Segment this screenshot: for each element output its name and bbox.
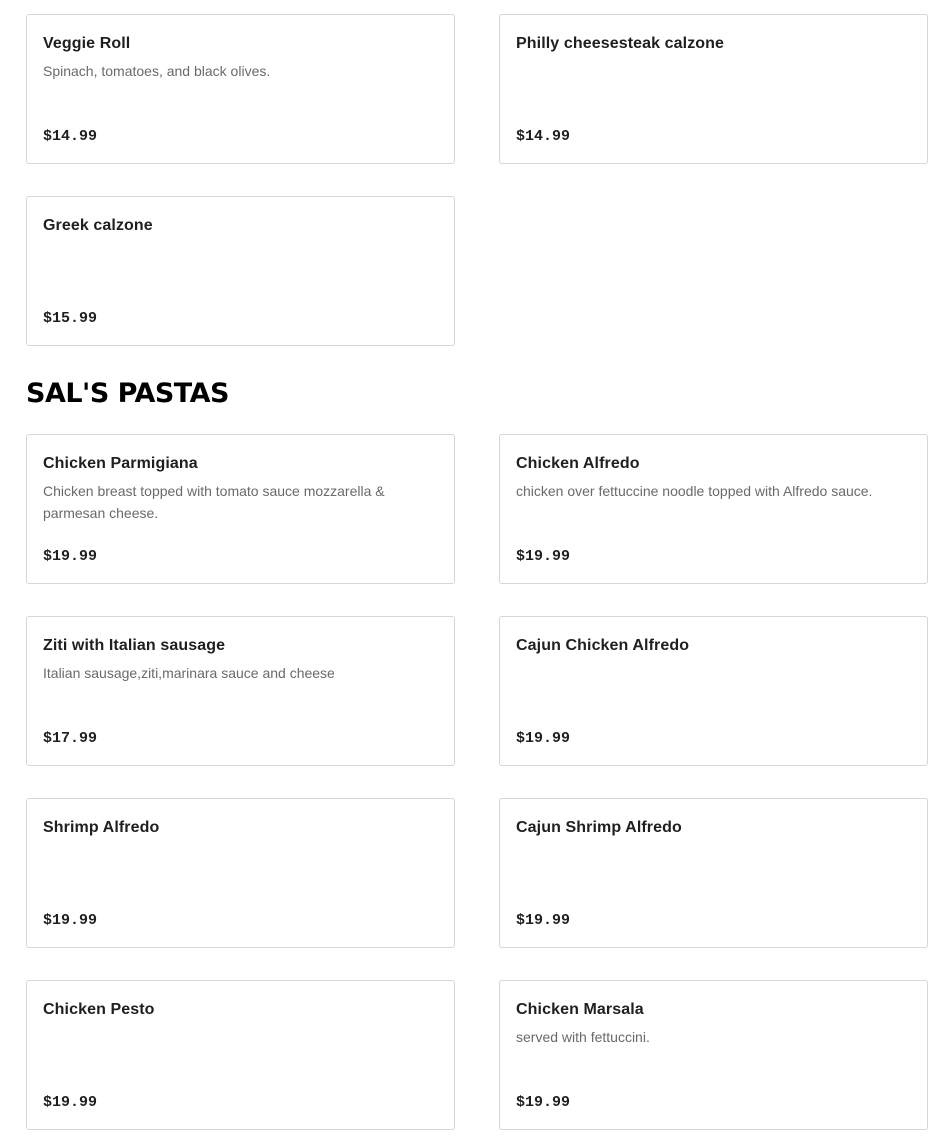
menu-item-price: $19.99 xyxy=(516,730,571,747)
menu-item-description: chicken over fettuccine noodle topped with Alfredo sauce. xyxy=(516,483,873,499)
menu-item-price: $19.99 xyxy=(43,548,98,565)
menu-item-description: Spinach, tomatoes, and black olives. xyxy=(43,63,271,79)
menu-item-name: Greek calzone xyxy=(43,217,153,234)
menu-item-card[interactable] xyxy=(499,798,928,948)
menu-item-card[interactable] xyxy=(499,616,928,766)
menu-item-name: Cajun Shrimp Alfredo xyxy=(516,819,682,836)
menu-item-name: Chicken Alfredo xyxy=(516,455,640,472)
menu-item-name: Chicken Parmigiana xyxy=(43,455,198,472)
menu-item-price: $19.99 xyxy=(516,548,571,565)
menu-items-grid-top xyxy=(26,14,928,346)
menu-item-price: $19.99 xyxy=(43,1094,98,1111)
menu-item-card[interactable] xyxy=(499,980,928,1130)
menu-item-price: $14.99 xyxy=(43,128,98,145)
menu-item-description: Chicken breast topped with tomato sauce mozzarella & parmesan cheese. xyxy=(43,483,385,521)
menu-item-price: $14.99 xyxy=(516,128,571,145)
menu-item-price: $15.99 xyxy=(43,310,98,327)
menu-item-price: $17.99 xyxy=(43,730,98,747)
menu-item-card[interactable] xyxy=(26,434,455,584)
menu-item-name: Ziti with Italian sausage xyxy=(43,637,226,654)
menu-item-description: served with fettuccini. xyxy=(516,1029,650,1045)
menu-item-card[interactable] xyxy=(26,14,455,164)
menu-item-name: Chicken Marsala xyxy=(516,1001,644,1018)
menu-item-name: Chicken Pesto xyxy=(43,1001,155,1018)
menu-item-price: $19.99 xyxy=(516,1094,571,1111)
menu-item-card[interactable] xyxy=(499,434,928,584)
menu-items-grid-pastas xyxy=(26,434,928,1130)
menu-item-card[interactable] xyxy=(26,196,455,346)
menu-item-card[interactable] xyxy=(26,980,455,1130)
menu-item-description: Italian sausage,ziti,marinara sauce and cheese xyxy=(43,665,335,681)
section-title-pastas: SAL'S PASTAS xyxy=(26,378,229,409)
menu-item-name: Cajun Chicken Alfredo xyxy=(516,637,690,654)
menu-item-card[interactable] xyxy=(26,616,455,766)
menu-item-price: $19.99 xyxy=(516,912,571,929)
menu-item-price: $19.99 xyxy=(43,912,98,929)
menu-item-name: Shrimp Alfredo xyxy=(43,819,160,836)
menu-item-name: Philly cheesesteak calzone xyxy=(516,35,725,52)
menu-item-card[interactable] xyxy=(499,14,928,164)
menu-item-name: Veggie Roll xyxy=(43,35,131,52)
menu-item-card[interactable] xyxy=(26,798,455,948)
